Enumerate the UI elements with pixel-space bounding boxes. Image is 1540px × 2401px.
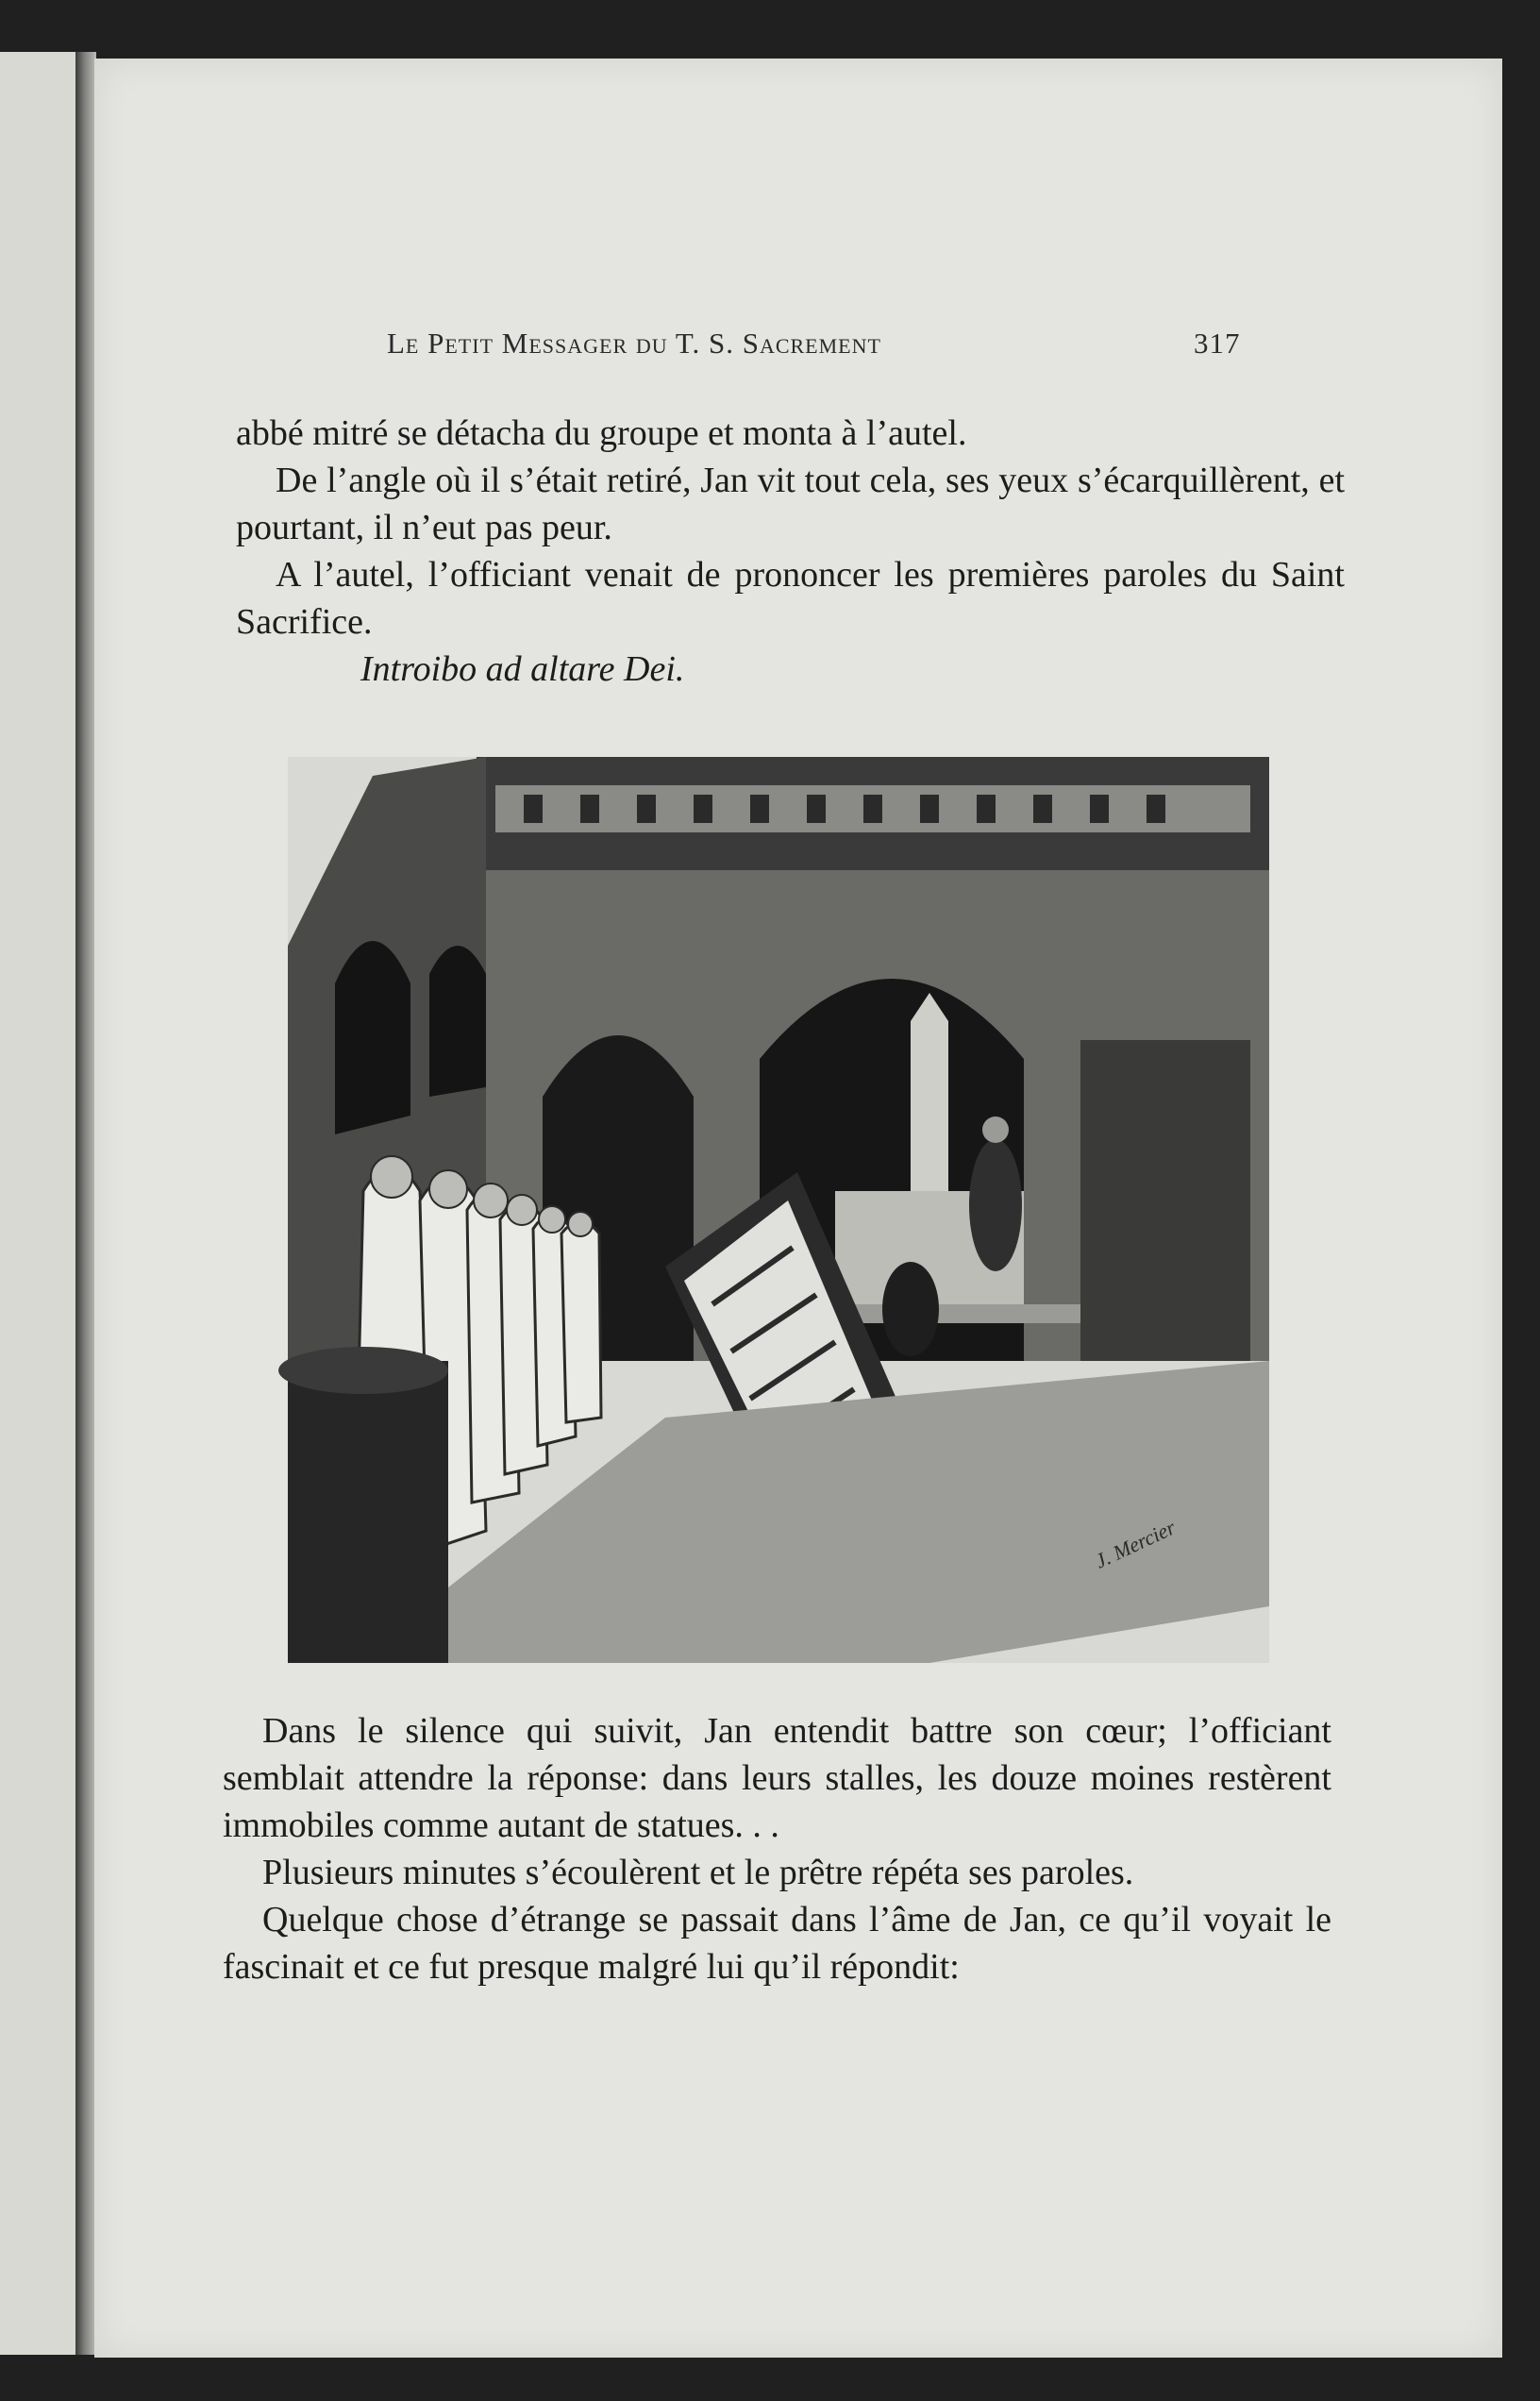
book-gutter bbox=[75, 52, 96, 2355]
paragraph: abbé mitré se détacha du groupe et monta à l’autel. bbox=[236, 413, 967, 453]
paragraph: A l’autel, l’officiant venait de prononcer les premières paroles du Saint Sacrifice. bbox=[236, 555, 1345, 642]
paragraph: Quelque chose d’étrange se passait dans l’âme de Jan, ce qu’il voyait le fascinait et ce fut presque malgré lui qu’il répondit: bbox=[223, 1900, 1331, 1987]
text-block-bottom bbox=[223, 1707, 1331, 1990]
facing-page-edge bbox=[0, 52, 75, 2355]
text-block-top bbox=[236, 410, 1345, 693]
paragraph: De l’angle où il s’était retiré, Jan vit tout cela, ses yeux s’écarquillèrent, et pourtant, il n’eut pas peur. bbox=[236, 461, 1345, 547]
book-page bbox=[94, 59, 1502, 2358]
page-number: 317 bbox=[1194, 327, 1241, 360]
running-head-title: Le Petit Messager du T. S. Sacrement bbox=[387, 327, 881, 360]
paragraph: Plusieurs minutes s’écoulèrent et le prêtre répéta ses paroles. bbox=[262, 1853, 1134, 1892]
latin-quote: Introibo ad altare Dei. bbox=[360, 649, 685, 689]
engraving-illustration bbox=[250, 757, 1307, 1668]
engraver-signature: J. Mercier bbox=[1091, 1515, 1180, 1573]
paragraph: Dans le silence qui suivit, Jan entendit battre son cœur; l’officiant semblait attendre la réponse: dans leurs stalles, les douze moines restèrent immobiles comme autant de statues. . . bbox=[223, 1711, 1331, 1845]
